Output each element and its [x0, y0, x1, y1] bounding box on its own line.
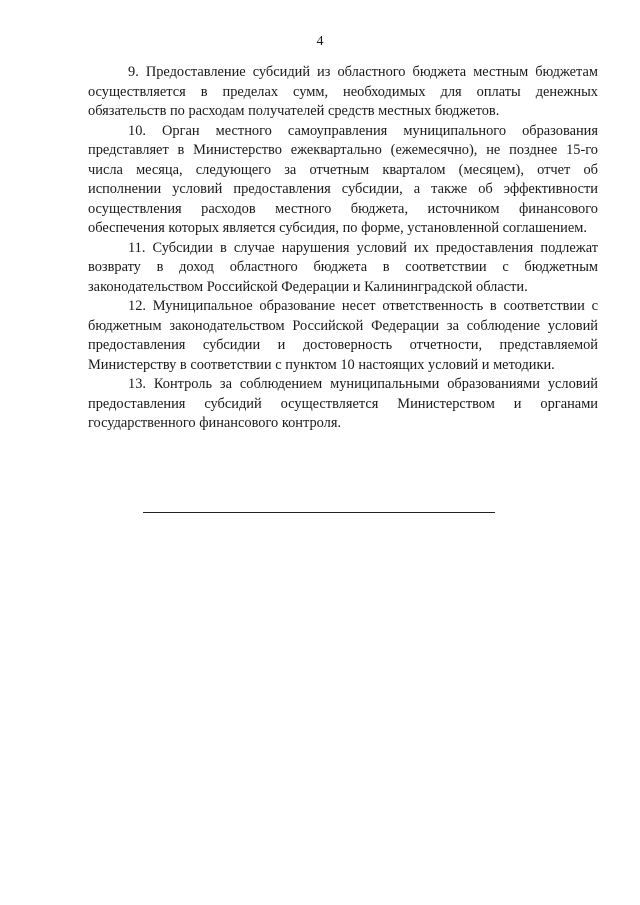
- paragraph-10: 10. Орган местного самоуправления муниципального образования представляет в Министерство ежеквартально (ежемесячно), не позднее 15-го числа месяца, следующего за отчетным кварталом (месяцем), отчет об исполнении условий предоставления субсидии, а также об эффективности осуществления расходов местного бюджета, источником финансового обеспечения которых является субсидия, по форме, установленной соглашением.: [88, 122, 598, 236]
- end-divider-line: [143, 512, 495, 513]
- paragraph-13: 13. Контроль за соблюдением муниципальными образованиями условий предоставления субсидий осуществляется Министерством и органами государственного финансового контроля.: [88, 376, 598, 431]
- document-body: [88, 63, 598, 434]
- paragraph-11: 11. Субсидии в случае нарушения условий их предоставления подлежат возврату в доход областного бюджета в соответствии с бюджетным законодательством Российской Федерации и Калининградской области.: [88, 239, 598, 295]
- page-number: 4: [316, 34, 324, 49]
- paragraph-9: 9. Предоставление субсидий из областного бюджета местным бюджетам осуществляется в пределах сумм, необходимых для оплаты денежных обязательств по расходам получателей средств местных бюджетов.: [88, 64, 598, 119]
- paragraph-12: 12. Муниципальное образование несет ответственность в соответствии с бюджетным законодательством Российской Федерации за соблюдение условий предоставления субсидии и достоверность отчетности, представляемой Министерству в соответствии с пунктом 10 настоящих условий и методики.: [88, 298, 598, 373]
